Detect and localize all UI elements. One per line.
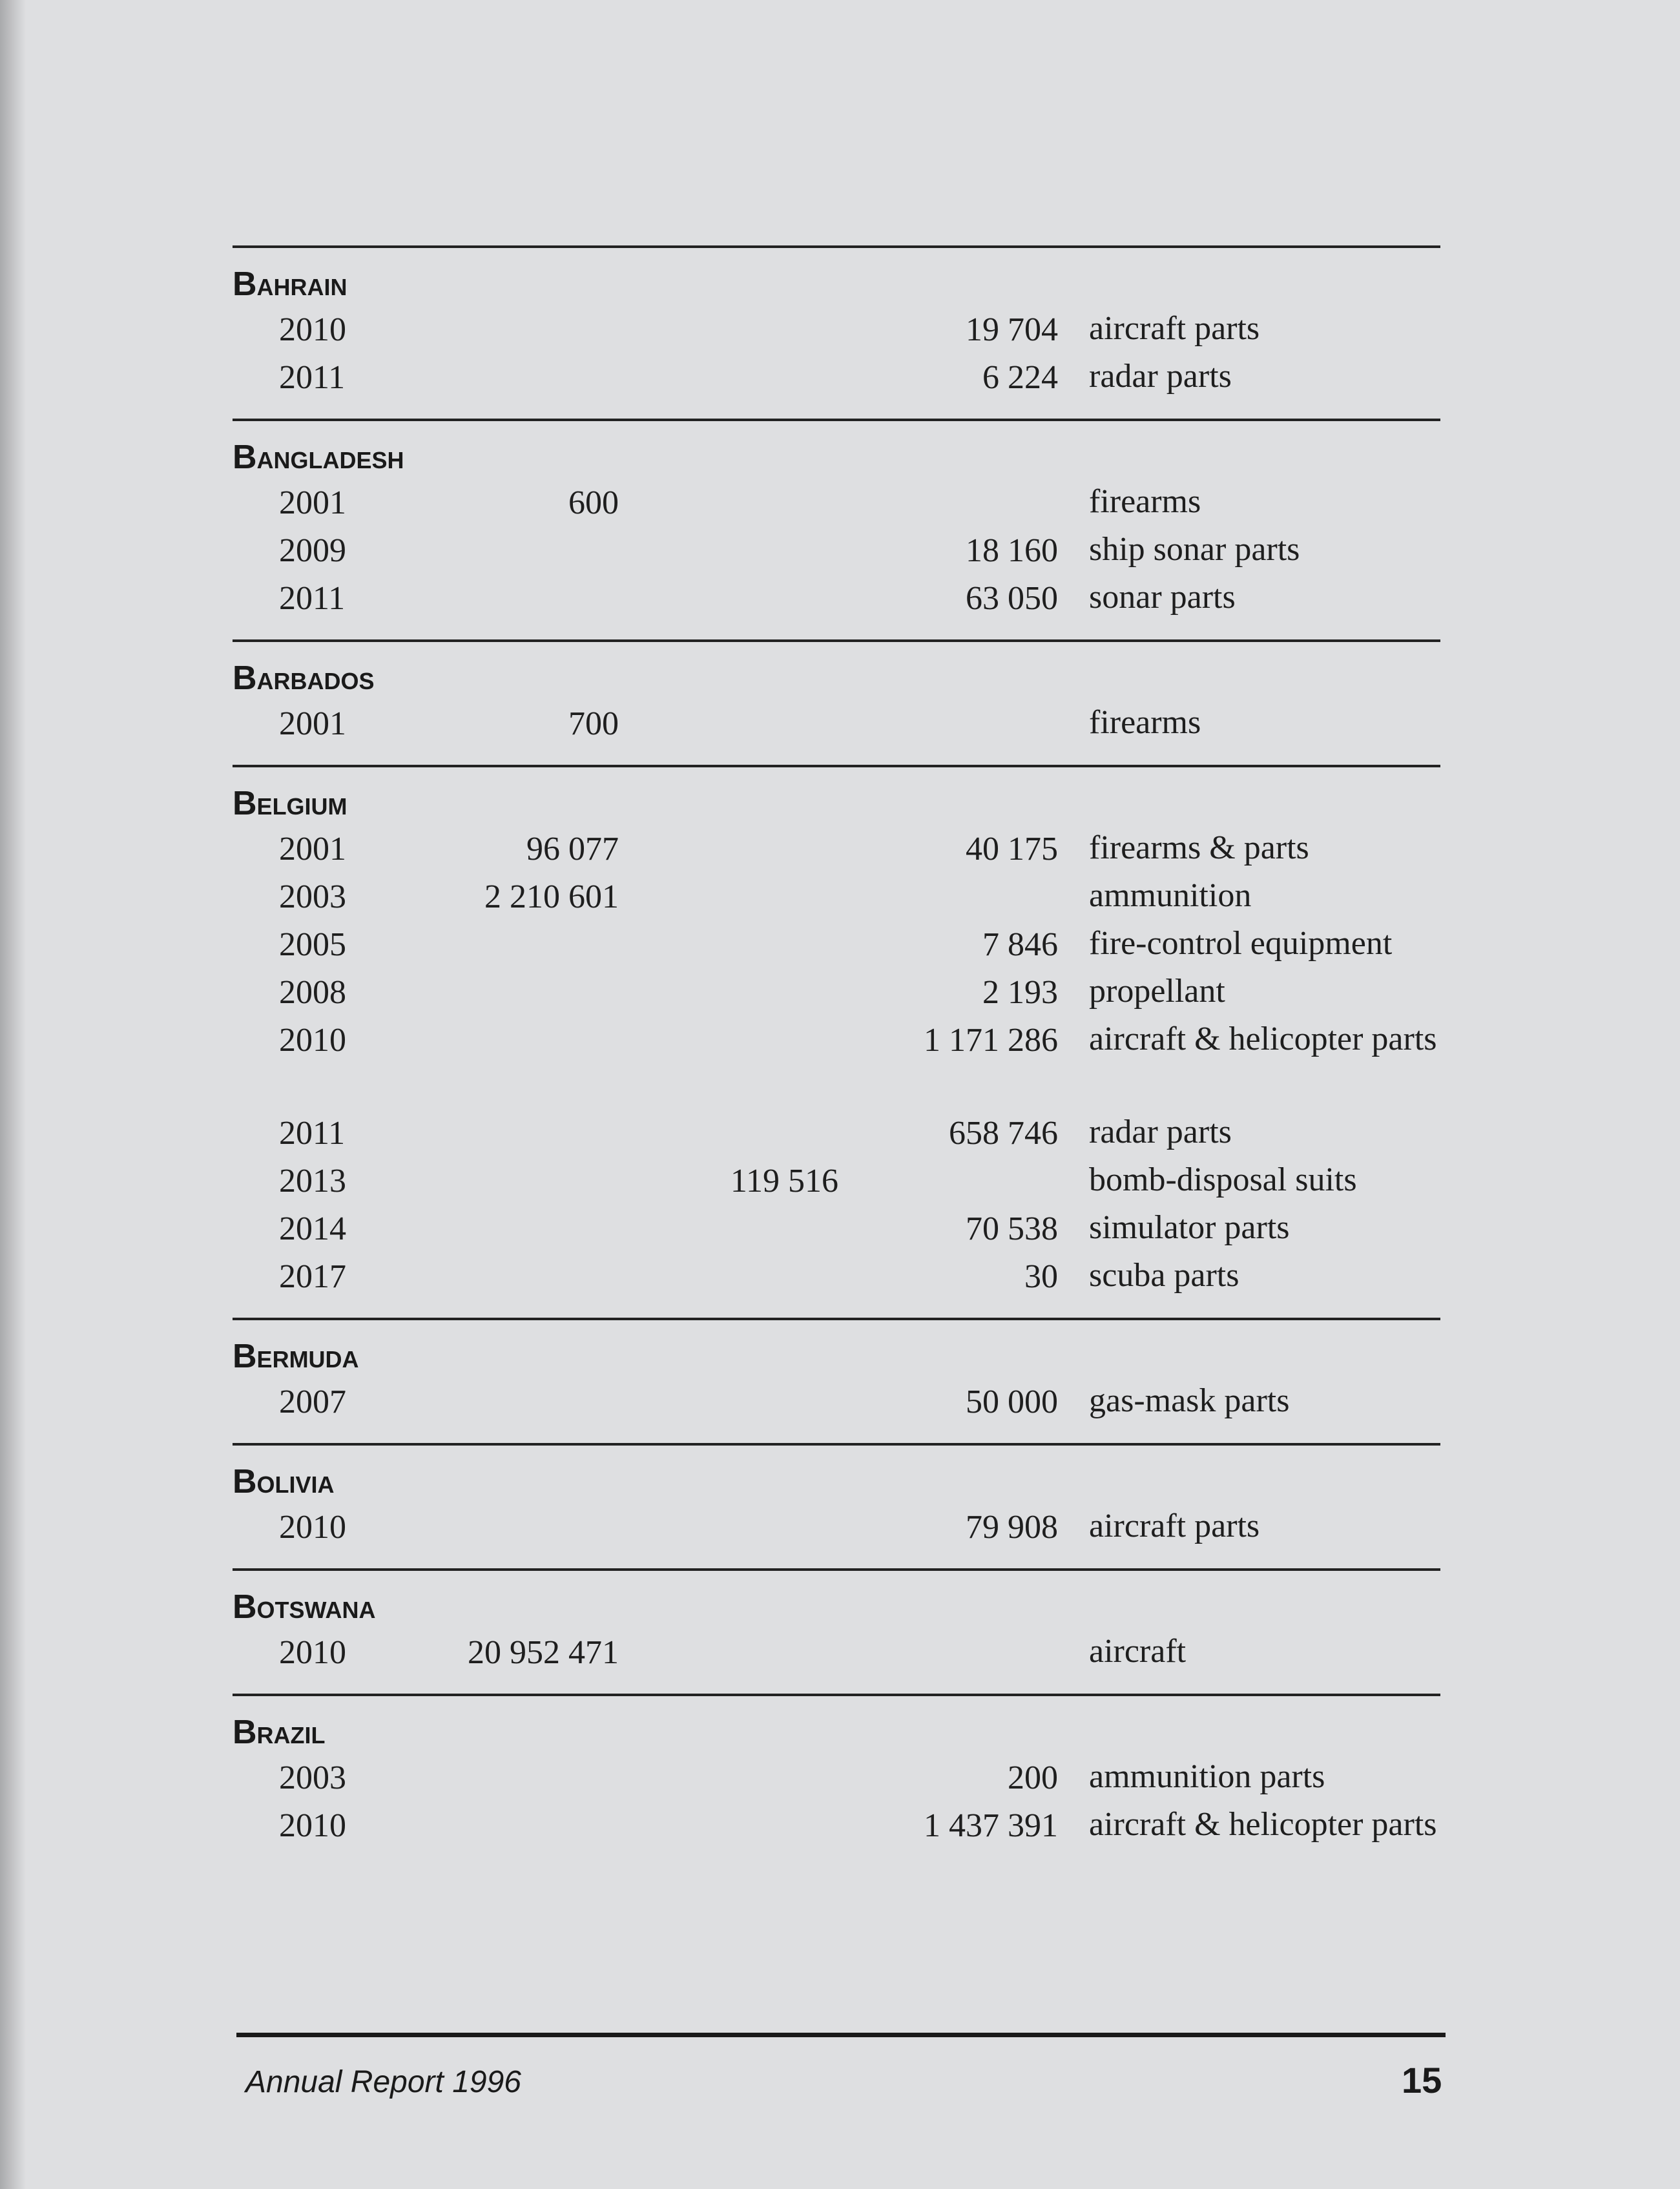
year-cell: 2011 — [279, 359, 346, 396]
page-number: 15 — [1402, 2060, 1442, 2101]
year-cell: 2010 — [279, 311, 346, 348]
year-cell: 2017 — [279, 1258, 346, 1295]
table-row — [233, 306, 1440, 354]
country-section — [233, 245, 1440, 419]
table-row — [233, 825, 1440, 873]
value-cell-1: 2 210 601 — [484, 878, 619, 915]
country-section — [233, 765, 1440, 1318]
year-cell: 2011 — [279, 1115, 346, 1152]
year-cell: 2001 — [279, 484, 346, 521]
footer-title: Annual Report 1996 — [245, 2065, 521, 2099]
table-row — [233, 1157, 1440, 1205]
year-cell: 2001 — [279, 831, 346, 867]
description-cell: sonar parts — [1089, 579, 1236, 616]
table-row — [233, 873, 1440, 921]
value-cell-3: 1 437 391 — [924, 1807, 1058, 1844]
value-cell-1: 96 077 — [526, 831, 619, 867]
year-cell: 2011 — [279, 580, 346, 617]
description-cell: fire-control equipment — [1089, 925, 1393, 962]
description-cell: firearms — [1089, 704, 1201, 741]
table-row — [233, 1629, 1440, 1677]
value-cell-3: 200 — [1008, 1759, 1058, 1796]
year-cell: 2003 — [279, 1759, 346, 1796]
description-cell: simulator parts — [1089, 1209, 1290, 1246]
value-cell-3: 18 160 — [966, 532, 1058, 569]
value-cell-3: 79 908 — [966, 1509, 1058, 1546]
year-cell: 2010 — [279, 1509, 346, 1546]
table-row — [233, 1504, 1440, 1551]
table-row — [233, 1754, 1440, 1802]
year-cell: 2010 — [279, 1634, 346, 1671]
country-heading: Botswana — [233, 1588, 376, 1626]
table-row — [233, 527, 1440, 575]
value-cell-1: 20 952 471 — [468, 1634, 619, 1671]
table-row — [233, 575, 1440, 623]
footer-rule — [236, 2033, 1446, 2037]
value-cell-1: 600 — [568, 484, 619, 521]
description-cell: gas-mask parts — [1089, 1382, 1290, 1419]
description-cell: radar parts — [1089, 358, 1232, 395]
year-cell: 2001 — [279, 705, 346, 742]
table-row — [233, 700, 1440, 748]
country-section — [233, 639, 1440, 765]
country-heading: Brazil — [233, 1714, 326, 1751]
table-row — [233, 479, 1440, 527]
year-cell: 2014 — [279, 1210, 346, 1247]
page-gutter-shadow — [0, 0, 26, 2189]
value-cell-3: 63 050 — [966, 580, 1058, 617]
year-cell: 2007 — [279, 1384, 346, 1420]
value-cell-3: 2 193 — [982, 974, 1058, 1011]
country-section — [233, 1443, 1440, 1568]
value-cell-3: 1 171 286 — [924, 1022, 1058, 1059]
value-cell-3: 7 846 — [982, 926, 1058, 963]
table-row — [233, 1378, 1440, 1426]
value-cell-3: 30 — [1024, 1258, 1058, 1295]
year-cell: 2009 — [279, 532, 346, 569]
country-heading: Belgium — [233, 785, 347, 822]
description-cell: ship sonar parts — [1089, 531, 1300, 568]
description-cell: ammunition parts — [1089, 1758, 1325, 1795]
description-cell: radar parts — [1089, 1114, 1232, 1150]
country-heading: Bolivia — [233, 1463, 335, 1500]
value-cell-3: 70 538 — [966, 1210, 1058, 1247]
description-cell: scuba parts — [1089, 1257, 1239, 1294]
country-section — [233, 1318, 1440, 1443]
year-cell: 2010 — [279, 1807, 346, 1844]
description-cell: firearms — [1089, 483, 1201, 520]
year-cell: 2005 — [279, 926, 346, 963]
table-row — [233, 1205, 1440, 1253]
description-cell: aircraft parts — [1089, 1508, 1260, 1544]
description-cell: firearms & parts — [1089, 829, 1309, 866]
table-row — [233, 354, 1440, 402]
year-cell: 2010 — [279, 1022, 346, 1059]
description-cell: aircraft — [1089, 1633, 1187, 1670]
table-row — [233, 1802, 1440, 1895]
country-heading: Bahrain — [233, 265, 347, 303]
country-section — [233, 1568, 1440, 1694]
value-cell-3: 658 746 — [949, 1115, 1058, 1152]
value-cell-3: 40 175 — [966, 831, 1058, 867]
description-cell: aircraft parts — [1089, 310, 1260, 347]
country-section — [233, 1694, 1440, 1912]
country-heading: Bangladesh — [233, 439, 404, 476]
table-row — [233, 1110, 1440, 1157]
table-row — [233, 1253, 1440, 1301]
description-cell: propellant — [1089, 973, 1225, 1010]
value-cell-3: 6 224 — [982, 359, 1058, 396]
value-cell-2: 119 516 — [730, 1163, 838, 1199]
year-cell: 2013 — [279, 1163, 346, 1199]
table-row — [233, 921, 1440, 969]
year-cell: 2003 — [279, 878, 346, 915]
country-heading: Bermuda — [233, 1338, 359, 1375]
description-cell: aircraft & helicopter parts — [1089, 1806, 1437, 1843]
export-table — [233, 245, 1440, 1912]
value-cell-3: 50 000 — [966, 1384, 1058, 1420]
year-cell: 2008 — [279, 974, 346, 1011]
value-cell-1: 700 — [568, 705, 619, 742]
table-row — [233, 969, 1440, 1017]
description-cell: aircraft & helicopter parts — [1089, 1021, 1437, 1057]
description-cell: ammunition — [1089, 877, 1252, 914]
value-cell-3: 19 704 — [966, 311, 1058, 348]
table-row — [233, 1017, 1440, 1110]
country-heading: Barbados — [233, 659, 375, 697]
country-section — [233, 419, 1440, 639]
description-cell: bomb-disposal suits — [1089, 1161, 1357, 1198]
